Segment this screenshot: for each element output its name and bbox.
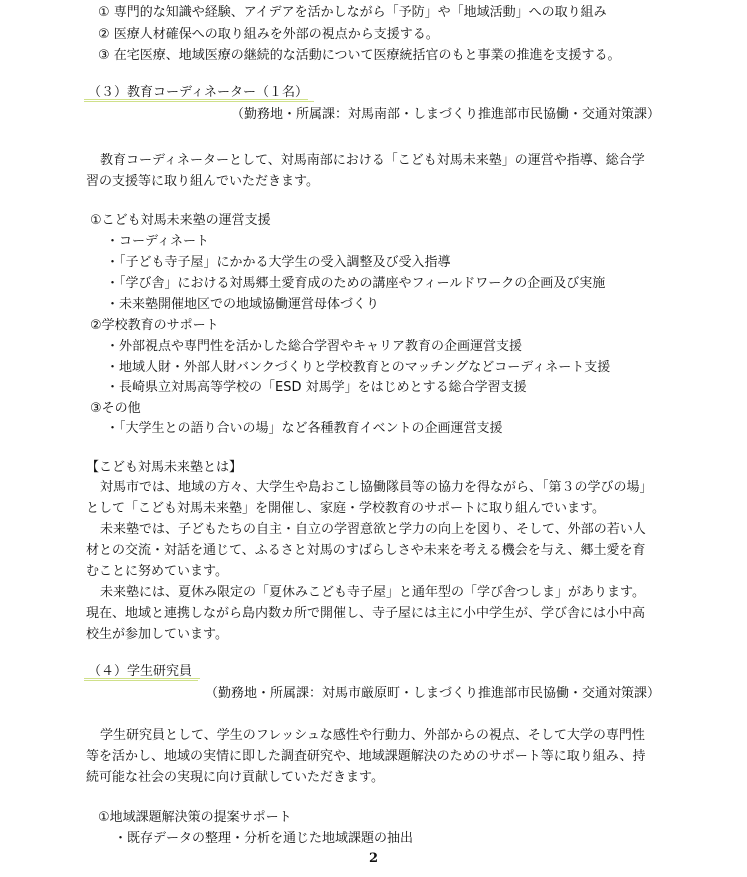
list-item: ・既存データの整理・分析を通じた地域課題の抽出 bbox=[114, 831, 414, 846]
list-item: ③ 在宅医療、地域医療の継続的な活動について医療統括官のもと事業の推進を支援する。 bbox=[98, 48, 621, 63]
paragraph-line: 校生が参加しています。 bbox=[86, 627, 228, 642]
paragraph-line: 学生研究員として、学生のフレッシュな感性や行動力、外部からの視点、そして大学の専門性 bbox=[100, 728, 645, 743]
list-item: ・コーディネート bbox=[106, 234, 209, 249]
heading-underline bbox=[84, 99, 308, 100]
list-item: ・地域人財・外部人財バンクづくりと学校教育とのマッチングなどコーディネート支援 bbox=[106, 360, 611, 375]
section-heading-text: （３）教育コーディネーター（１名） bbox=[84, 85, 314, 102]
list-item: ① 専門的な知識や経験、アイデアを活かしながら「予防」や「地域活動」への取り組み bbox=[98, 5, 607, 20]
list-item: ・「子ども寺子屋」にかかる大学生の受入調整及び受入指導 bbox=[106, 255, 451, 270]
list-heading: ①こども対馬未来塾の運営支援 bbox=[90, 213, 271, 228]
paragraph-line: 習の支援等に取り組んでいただきます。 bbox=[86, 174, 319, 189]
list-heading: ①地域課題解決策の提案サポート bbox=[98, 810, 292, 825]
list-item: ・長崎県立対馬高等学校の「ESD 対馬学」をはじめとする総合学習支援 bbox=[106, 380, 527, 395]
paragraph-line: として「こども対馬未来塾」を開催し、家庭・学校教育のサポートに取り組んでいます。 bbox=[86, 501, 605, 516]
paragraph-line: 未来塾には、夏休み限定の「夏休みこども寺子屋」と通年型の「学び舎つしま」があります。 bbox=[100, 585, 645, 600]
workplace-note: （勤務地・所属課：対馬市厳原町・しまづくり推進部市民協働・交通対策課） bbox=[204, 686, 660, 701]
section-heading-text: （４）学生研究員 bbox=[84, 664, 198, 681]
page-number: 2 bbox=[368, 851, 379, 866]
paragraph-line: 現在、地域と連携しながら島内数カ所で開催し、寺子屋には主に小中学生が、学び舎には小中高 bbox=[86, 606, 646, 621]
list-heading: ②学校教育のサポート bbox=[90, 318, 219, 333]
list-item: ・「学び舎」における対馬郷土愛育成のための講座やフィールドワークの企画及び実施 bbox=[106, 276, 606, 291]
list-item: ・「大学生との語り合いの場」など各種教育イベントの企画運営支援 bbox=[106, 421, 503, 436]
list-item: ・外部視点や専門性を活かした総合学習やキャリア教育の企画運営支援 bbox=[106, 339, 523, 354]
workplace-note: （勤務地・所属課：対馬南部・しまづくり推進部市民協働・交通対策課） bbox=[230, 107, 660, 122]
heading-underline bbox=[84, 678, 200, 679]
paragraph-line: 未来塾では、子どもたちの自主・自立の学習意欲と学力の向上を図り、そして、外部の若い人 bbox=[100, 522, 646, 537]
paragraph-line: 材との交流・対話を通じて、ふるさと対馬のすばらしさや未来を考える機会を与え、郷土愛を育 bbox=[86, 543, 646, 558]
paragraph-line: 続可能な社会の実現に向け貢献していただきます。 bbox=[86, 770, 384, 785]
subheading: 【こども対馬未来塾とは】 bbox=[86, 460, 243, 475]
list-heading: ③その他 bbox=[90, 401, 141, 416]
list-item: ・未来塾開催地区での地域協働運営母体づくり bbox=[106, 297, 380, 312]
paragraph-line: 等を活かし、地域の実情に即した調査研究や、地域課題解決のためのサポート等に取り組み、持 bbox=[86, 749, 646, 764]
list-item: ② 医療人材確保への取り組みを外部の視点から支援する。 bbox=[98, 27, 439, 42]
paragraph-line: むことに努めています。 bbox=[86, 564, 228, 579]
paragraph-line: 対馬市では、地域の方々、大学生や島おこし協働隊員等の協力を得ながら、「第３の学びの場」 bbox=[100, 480, 653, 495]
paragraph-line: 教育コーディネーターとして、対馬南部における「こども対馬未来塾」の運営や指導、総合学 bbox=[100, 153, 645, 168]
